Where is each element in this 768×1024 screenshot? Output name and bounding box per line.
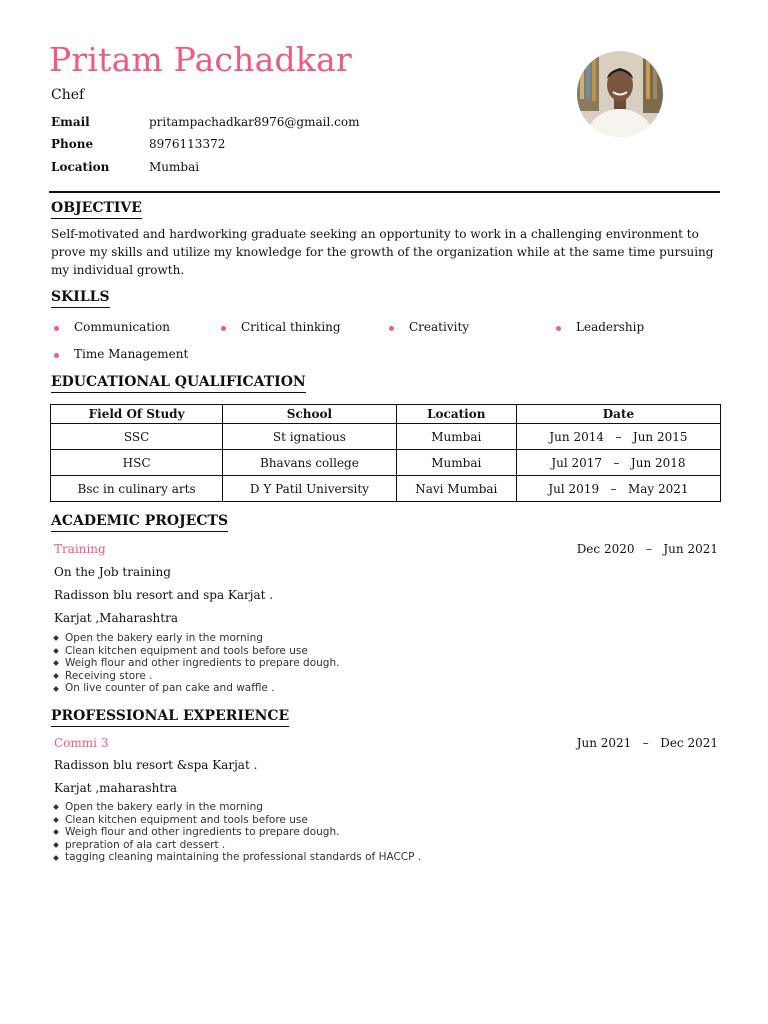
phone-value: 8976113372 <box>149 137 226 151</box>
experience-line: Radisson blu resort &spa Karjat . <box>54 758 258 772</box>
list-item: Open the bakery early in the morning <box>51 801 421 814</box>
table-cell: Bsc in culinary arts <box>51 476 223 502</box>
header-divider <box>49 191 720 193</box>
experience-heading: PROFESSIONAL EXPERIENCE <box>51 708 289 727</box>
experience-bullet-list <box>51 801 421 864</box>
list-item: On live counter of pan cake and waffle . <box>51 682 339 695</box>
list-item: prepration of ala cart dessert . <box>51 839 421 852</box>
project-line: On the Job training <box>54 565 171 579</box>
table-row <box>51 450 721 476</box>
list-item: Weigh flour and other ingredients to prepare dough. <box>51 826 421 839</box>
list-item: Open the bakery early in the morning <box>51 632 339 645</box>
table-cell: St ignatious <box>223 424 397 450</box>
table-cell: HSC <box>51 450 223 476</box>
list-item: Clean kitchen equipment and tools before use <box>51 645 339 658</box>
diamond-bullet-icon <box>53 635 59 641</box>
diamond-bullet-icon <box>53 855 59 861</box>
table-cell: Mumbai <box>396 424 516 450</box>
table-row <box>51 424 721 450</box>
diamond-bullet-icon <box>53 804 59 810</box>
bullet-dot-icon <box>221 326 226 331</box>
column-header: School <box>223 405 397 424</box>
project-bullet-list <box>51 632 339 695</box>
table-header-row <box>51 405 721 424</box>
diamond-bullet-icon <box>53 661 59 667</box>
diamond-bullet-icon <box>53 842 59 848</box>
job-title: Chef <box>51 87 85 103</box>
table-row <box>51 476 721 502</box>
skills-heading: SKILLS <box>51 289 110 308</box>
project-line: Radisson blu resort and spa Karjat . <box>54 588 274 602</box>
experience-line: Karjat ,maharashtra <box>54 781 178 795</box>
profile-photo <box>577 51 663 137</box>
education-heading: EDUCATIONAL QUALIFICATION <box>51 374 306 393</box>
column-header: Date <box>516 405 720 424</box>
skill-label: Time Management <box>74 347 189 361</box>
bullet-dot-icon <box>389 326 394 331</box>
location-value: Mumbai <box>149 160 200 174</box>
diamond-bullet-icon <box>53 648 59 654</box>
location-label: Location <box>51 160 110 174</box>
project-line: Karjat ,Maharashtra <box>54 611 178 625</box>
skill-label: Communication <box>74 320 170 334</box>
bullet-dot-icon <box>556 326 561 331</box>
projects-heading: ACADEMIC PROJECTS <box>51 513 228 532</box>
education-table <box>50 404 721 502</box>
skill-item <box>389 320 469 334</box>
skill-label: Leadership <box>576 320 645 334</box>
column-header: Field Of Study <box>51 405 223 424</box>
table-cell: Jun 2014 – Jun 2015 <box>516 424 720 450</box>
skill-item <box>54 347 188 361</box>
skill-item <box>54 320 170 334</box>
project-date: Dec 2020 – Jun 2021 <box>576 542 718 556</box>
table-cell: D Y Patil University <box>223 476 397 502</box>
objective-text: Self-motivated and hardworking graduate seeking an opportunity to work in a challenging environment to prove my skills and utilize my knowledge for the growth of the organization while at the same time pursuing my individual growth. <box>51 227 714 277</box>
candidate-name: Pritam Pachadkar <box>49 40 352 79</box>
project-title: Training <box>54 542 106 556</box>
experience-title: Commi 3 <box>54 736 109 750</box>
phone-label: Phone <box>51 137 94 151</box>
bullet-dot-icon <box>54 353 59 358</box>
list-item: Clean kitchen equipment and tools before use <box>51 814 421 827</box>
email-label: Email <box>51 115 90 129</box>
diamond-bullet-icon <box>53 686 59 692</box>
objective-heading: OBJECTIVE <box>51 200 142 219</box>
table-cell: Jul 2017 – Jun 2018 <box>516 450 720 476</box>
table-cell: SSC <box>51 424 223 450</box>
table-cell: Mumbai <box>396 450 516 476</box>
list-item: Weigh flour and other ingredients to prepare dough. <box>51 657 339 670</box>
bullet-dot-icon <box>54 326 59 331</box>
skill-label: Creativity <box>409 320 470 334</box>
list-item: Receiving store . <box>51 670 339 683</box>
table-cell: Jul 2019 – May 2021 <box>516 476 720 502</box>
table-cell: Navi Mumbai <box>396 476 516 502</box>
diamond-bullet-icon <box>53 817 59 823</box>
diamond-bullet-icon <box>53 830 59 836</box>
table-cell: Bhavans college <box>223 450 397 476</box>
skill-item <box>221 320 341 334</box>
list-item: tagging cleaning maintaining the professional standards of HACCP . <box>51 851 421 864</box>
column-header: Location <box>396 405 516 424</box>
experience-date: Jun 2021 – Dec 2021 <box>576 736 718 750</box>
skill-item <box>556 320 644 334</box>
email-value: pritampachadkar8976@gmail.com <box>149 115 360 129</box>
diamond-bullet-icon <box>53 673 59 679</box>
skill-label: Critical thinking <box>241 320 341 334</box>
